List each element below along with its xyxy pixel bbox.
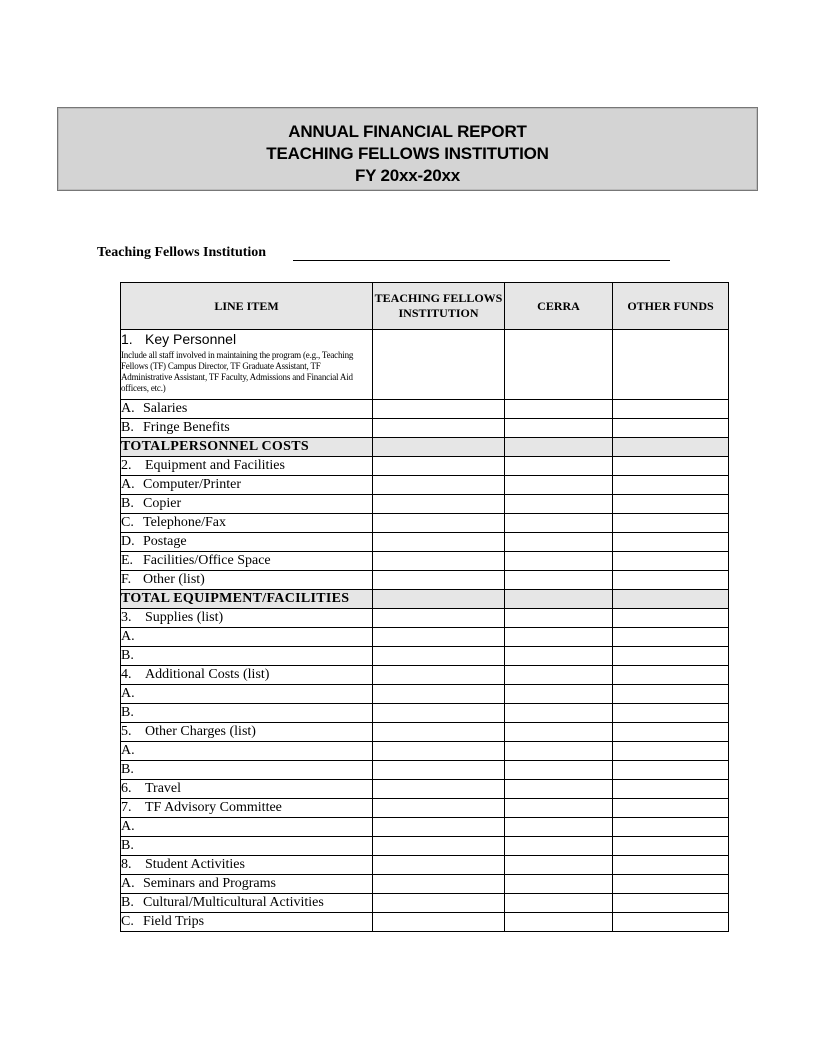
line-item-number: A.	[121, 876, 135, 891]
amount-cell-cerra[interactable]	[505, 856, 613, 875]
amount-cell-cerra[interactable]	[505, 609, 613, 628]
line-item-label: Supplies (list)	[145, 610, 224, 625]
line-item-label: Student Activities	[145, 857, 245, 872]
table-row-total	[121, 590, 729, 609]
amount-cell-tfi[interactable]	[373, 837, 505, 856]
key-personnel-note: Include all staff involved in maintaining the program (e.g., Teaching Fellows (TF) Campus Director, TF Graduate Assistant, TF Administrative Assistant, TF Faculty, Admissions and Financial Aid officers, etc.)	[121, 350, 354, 393]
line-item-cell	[121, 647, 373, 666]
amount-cell-cerra[interactable]	[505, 666, 613, 685]
amount-cell-other[interactable]	[613, 856, 729, 875]
amount-cell-cerra[interactable]	[505, 533, 613, 552]
report-title: ANNUAL FINANCIAL REPORT	[288, 122, 527, 141]
table-row	[121, 495, 729, 514]
amount-cell-tfi[interactable]	[373, 514, 505, 533]
line-item-label: Salaries	[143, 401, 188, 416]
amount-cell-tfi[interactable]	[373, 761, 505, 780]
amount-cell-cerra[interactable]	[505, 875, 613, 894]
table-row	[121, 799, 729, 818]
amount-cell-other[interactable]	[613, 476, 729, 495]
table-row	[121, 818, 729, 837]
amount-cell-cerra[interactable]	[505, 837, 613, 856]
amount-cell-cerra[interactable]	[505, 457, 613, 476]
table-header-row	[121, 283, 729, 330]
table-row	[121, 723, 729, 742]
line-item-number: B.	[121, 496, 134, 511]
line-item-label: TF Advisory Committee	[145, 800, 282, 815]
amount-cell-cerra[interactable]	[505, 330, 613, 400]
amount-cell-cerra[interactable]	[505, 400, 613, 419]
line-item-cell	[121, 837, 373, 856]
report-subtitle: TEACHING FELLOWS INSTITUTION	[266, 144, 549, 163]
line-item-cell	[121, 913, 373, 932]
line-item-number: A.	[121, 743, 135, 758]
table-row	[121, 742, 729, 761]
report-header	[57, 107, 758, 191]
amount-cell-other[interactable]	[613, 533, 729, 552]
total-label	[121, 438, 373, 457]
line-item-cell	[121, 495, 373, 514]
line-item-number: E.	[121, 553, 134, 568]
line-item-number: D.	[121, 534, 135, 549]
amount-cell-cerra[interactable]	[505, 419, 613, 438]
amount-cell-cerra[interactable]	[505, 761, 613, 780]
table-row	[121, 894, 729, 913]
amount-cell-cerra[interactable]	[505, 799, 613, 818]
table-row	[121, 514, 729, 533]
amount-cell-tfi[interactable]	[373, 571, 505, 590]
amount-cell-other[interactable]	[613, 571, 729, 590]
amount-cell-cerra[interactable]	[505, 742, 613, 761]
table-row	[121, 647, 729, 666]
institution-name-field[interactable]	[293, 260, 670, 261]
amount-cell-tfi[interactable]	[373, 590, 505, 609]
amount-cell-cerra[interactable]	[505, 913, 613, 932]
amount-cell-cerra[interactable]	[505, 818, 613, 837]
table-row	[121, 666, 729, 685]
table-row	[121, 476, 729, 495]
table-row	[121, 685, 729, 704]
amount-cell-other[interactable]	[613, 894, 729, 913]
line-item-cell	[121, 628, 373, 647]
amount-cell-other[interactable]	[613, 457, 729, 476]
amount-cell-cerra[interactable]	[505, 704, 613, 723]
amount-cell-tfi[interactable]	[373, 856, 505, 875]
amount-cell-other[interactable]	[613, 419, 729, 438]
line-item-cell	[121, 875, 373, 894]
amount-cell-cerra[interactable]	[505, 723, 613, 742]
column-header-line-item: LINE ITEM	[121, 283, 373, 330]
line-item-number: 5.	[121, 724, 132, 739]
amount-cell-other[interactable]	[613, 875, 729, 894]
amount-cell-other[interactable]	[613, 799, 729, 818]
table-row	[121, 856, 729, 875]
amount-cell-tfi[interactable]	[373, 704, 505, 723]
amount-cell-other[interactable]	[613, 609, 729, 628]
amount-cell-other[interactable]	[613, 590, 729, 609]
amount-cell-tfi[interactable]	[373, 419, 505, 438]
table-row	[121, 400, 729, 419]
key-personnel-cell	[121, 330, 373, 400]
column-header-other-funds: OTHER FUNDS	[613, 283, 729, 330]
line-item-label: Travel	[145, 781, 182, 796]
line-item-label: Field Trips	[143, 914, 205, 929]
amount-cell-other[interactable]	[613, 761, 729, 780]
table-row-key-personnel	[121, 330, 729, 400]
line-item-number: B.	[121, 762, 134, 777]
amount-cell-other[interactable]	[613, 837, 729, 856]
amount-cell-other[interactable]	[613, 628, 729, 647]
amount-cell-cerra[interactable]	[505, 590, 613, 609]
amount-cell-tfi[interactable]	[373, 875, 505, 894]
amount-cell-other[interactable]	[613, 438, 729, 457]
line-item-cell	[121, 799, 373, 818]
amount-cell-cerra[interactable]	[505, 571, 613, 590]
line-item-cell	[121, 476, 373, 495]
amount-cell-tfi[interactable]	[373, 780, 505, 799]
line-item-label: Telephone/Fax	[143, 515, 226, 530]
line-item-number: 7.	[121, 800, 132, 815]
line-item-cell	[121, 856, 373, 875]
total-label	[121, 590, 373, 609]
amount-cell-tfi[interactable]	[373, 799, 505, 818]
table-row	[121, 761, 729, 780]
line-item-cell	[121, 666, 373, 685]
line-item-cell	[121, 533, 373, 552]
line-item-label: Cultural/Multicultural Activities	[143, 895, 324, 910]
amount-cell-cerra[interactable]	[505, 647, 613, 666]
amount-cell-cerra[interactable]	[505, 628, 613, 647]
column-header-cerra: CERRA	[505, 283, 613, 330]
line-item-number: C.	[121, 515, 134, 530]
line-item-cell	[121, 457, 373, 476]
table-row	[121, 457, 729, 476]
line-item-number: 6.	[121, 781, 132, 796]
line-item-label: Facilities/Office Space	[143, 553, 271, 568]
line-item-cell	[121, 419, 373, 438]
amount-cell-tfi[interactable]	[373, 818, 505, 837]
amount-cell-other[interactable]	[613, 552, 729, 571]
amount-cell-cerra[interactable]	[505, 685, 613, 704]
amount-cell-other[interactable]	[613, 647, 729, 666]
line-item-label: Equipment and Facilities	[145, 458, 285, 473]
amount-cell-tfi[interactable]	[373, 628, 505, 647]
line-item-cell	[121, 723, 373, 742]
amount-cell-other[interactable]	[613, 400, 729, 419]
key-personnel-title: 1. Key Personnel	[121, 331, 237, 347]
amount-cell-other[interactable]	[613, 685, 729, 704]
table-row	[121, 913, 729, 932]
line-item-label: TOTAL EQUIPMENT/FACILITIES	[121, 591, 350, 606]
amount-cell-other[interactable]	[613, 330, 729, 400]
amount-cell-other[interactable]	[613, 514, 729, 533]
financial-table	[120, 282, 729, 932]
amount-cell-other[interactable]	[613, 704, 729, 723]
amount-cell-cerra[interactable]	[505, 476, 613, 495]
amount-cell-cerra[interactable]	[505, 438, 613, 457]
table-row	[121, 419, 729, 438]
line-item-number: B.	[121, 420, 134, 435]
table-row	[121, 704, 729, 723]
table-row	[121, 609, 729, 628]
amount-cell-other[interactable]	[613, 913, 729, 932]
table-row	[121, 875, 729, 894]
amount-cell-tfi[interactable]	[373, 609, 505, 628]
line-item-label: Other (list)	[143, 572, 205, 587]
line-item-cell	[121, 609, 373, 628]
amount-cell-other[interactable]	[613, 495, 729, 514]
table-row	[121, 552, 729, 571]
amount-cell-tfi[interactable]	[373, 495, 505, 514]
amount-cell-other[interactable]	[613, 818, 729, 837]
line-item-number: A.	[121, 686, 135, 701]
line-item-label: Other Charges (list)	[145, 724, 256, 739]
institution-label: Teaching Fellows Institution	[97, 245, 267, 260]
line-item-cell	[121, 818, 373, 837]
line-item-cell	[121, 742, 373, 761]
amount-cell-tfi[interactable]	[373, 457, 505, 476]
amount-cell-tfi[interactable]	[373, 400, 505, 419]
table-row	[121, 780, 729, 799]
table-row	[121, 571, 729, 590]
line-item-number: B.	[121, 838, 134, 853]
line-item-label: Seminars and Programs	[143, 876, 276, 891]
amount-cell-tfi[interactable]	[373, 330, 505, 400]
table-row	[121, 628, 729, 647]
line-item-number: B.	[121, 705, 134, 720]
line-item-number: 4.	[121, 667, 132, 682]
amount-cell-tfi[interactable]	[373, 533, 505, 552]
column-header-tfi: TEACHING FELLOWS INSTITUTION	[373, 283, 505, 330]
fiscal-year: FY 20xx-20xx	[354, 166, 461, 185]
amount-cell-tfi[interactable]	[373, 552, 505, 571]
line-item-number: B.	[121, 648, 134, 663]
line-item-label: TOTALPERSONNEL COSTS	[121, 439, 309, 454]
line-item-number: 2.	[121, 458, 132, 473]
line-item-number: A.	[121, 629, 135, 644]
line-item-number: C.	[121, 914, 134, 929]
line-item-cell	[121, 704, 373, 723]
line-item-label: Copier	[143, 496, 182, 511]
amount-cell-tfi[interactable]	[373, 913, 505, 932]
amount-cell-other[interactable]	[613, 742, 729, 761]
table-row	[121, 837, 729, 856]
amount-cell-tfi[interactable]	[373, 685, 505, 704]
amount-cell-other[interactable]	[613, 723, 729, 742]
line-item-cell	[121, 514, 373, 533]
line-item-number: 3.	[121, 610, 132, 625]
amount-cell-tfi[interactable]	[373, 894, 505, 913]
line-item-cell	[121, 780, 373, 799]
amount-cell-cerra[interactable]	[505, 552, 613, 571]
line-item-cell	[121, 685, 373, 704]
amount-cell-tfi[interactable]	[373, 666, 505, 685]
table-row	[121, 533, 729, 552]
line-item-number: F.	[121, 572, 132, 587]
line-item-cell	[121, 761, 373, 780]
amount-cell-other[interactable]	[613, 780, 729, 799]
line-item-cell	[121, 552, 373, 571]
line-item-number: 8.	[121, 857, 132, 872]
table-row-total	[121, 438, 729, 457]
line-item-number: B.	[121, 895, 134, 910]
amount-cell-tfi[interactable]	[373, 647, 505, 666]
amount-cell-tfi[interactable]	[373, 723, 505, 742]
amount-cell-cerra[interactable]	[505, 894, 613, 913]
amount-cell-tfi[interactable]	[373, 476, 505, 495]
amount-cell-cerra[interactable]	[505, 780, 613, 799]
line-item-number: A.	[121, 819, 135, 834]
line-item-label: Postage	[143, 534, 187, 549]
line-item-cell	[121, 894, 373, 913]
amount-cell-tfi[interactable]	[373, 438, 505, 457]
amount-cell-cerra[interactable]	[505, 514, 613, 533]
line-item-cell	[121, 571, 373, 590]
amount-cell-other[interactable]	[613, 666, 729, 685]
line-item-label: Computer/Printer	[143, 477, 241, 492]
line-item-label: Fringe Benefits	[143, 420, 230, 435]
amount-cell-cerra[interactable]	[505, 495, 613, 514]
line-item-number: A.	[121, 401, 135, 416]
line-item-cell	[121, 400, 373, 419]
line-item-number: A.	[121, 477, 135, 492]
amount-cell-tfi[interactable]	[373, 742, 505, 761]
line-item-label: Additional Costs (list)	[145, 667, 270, 682]
